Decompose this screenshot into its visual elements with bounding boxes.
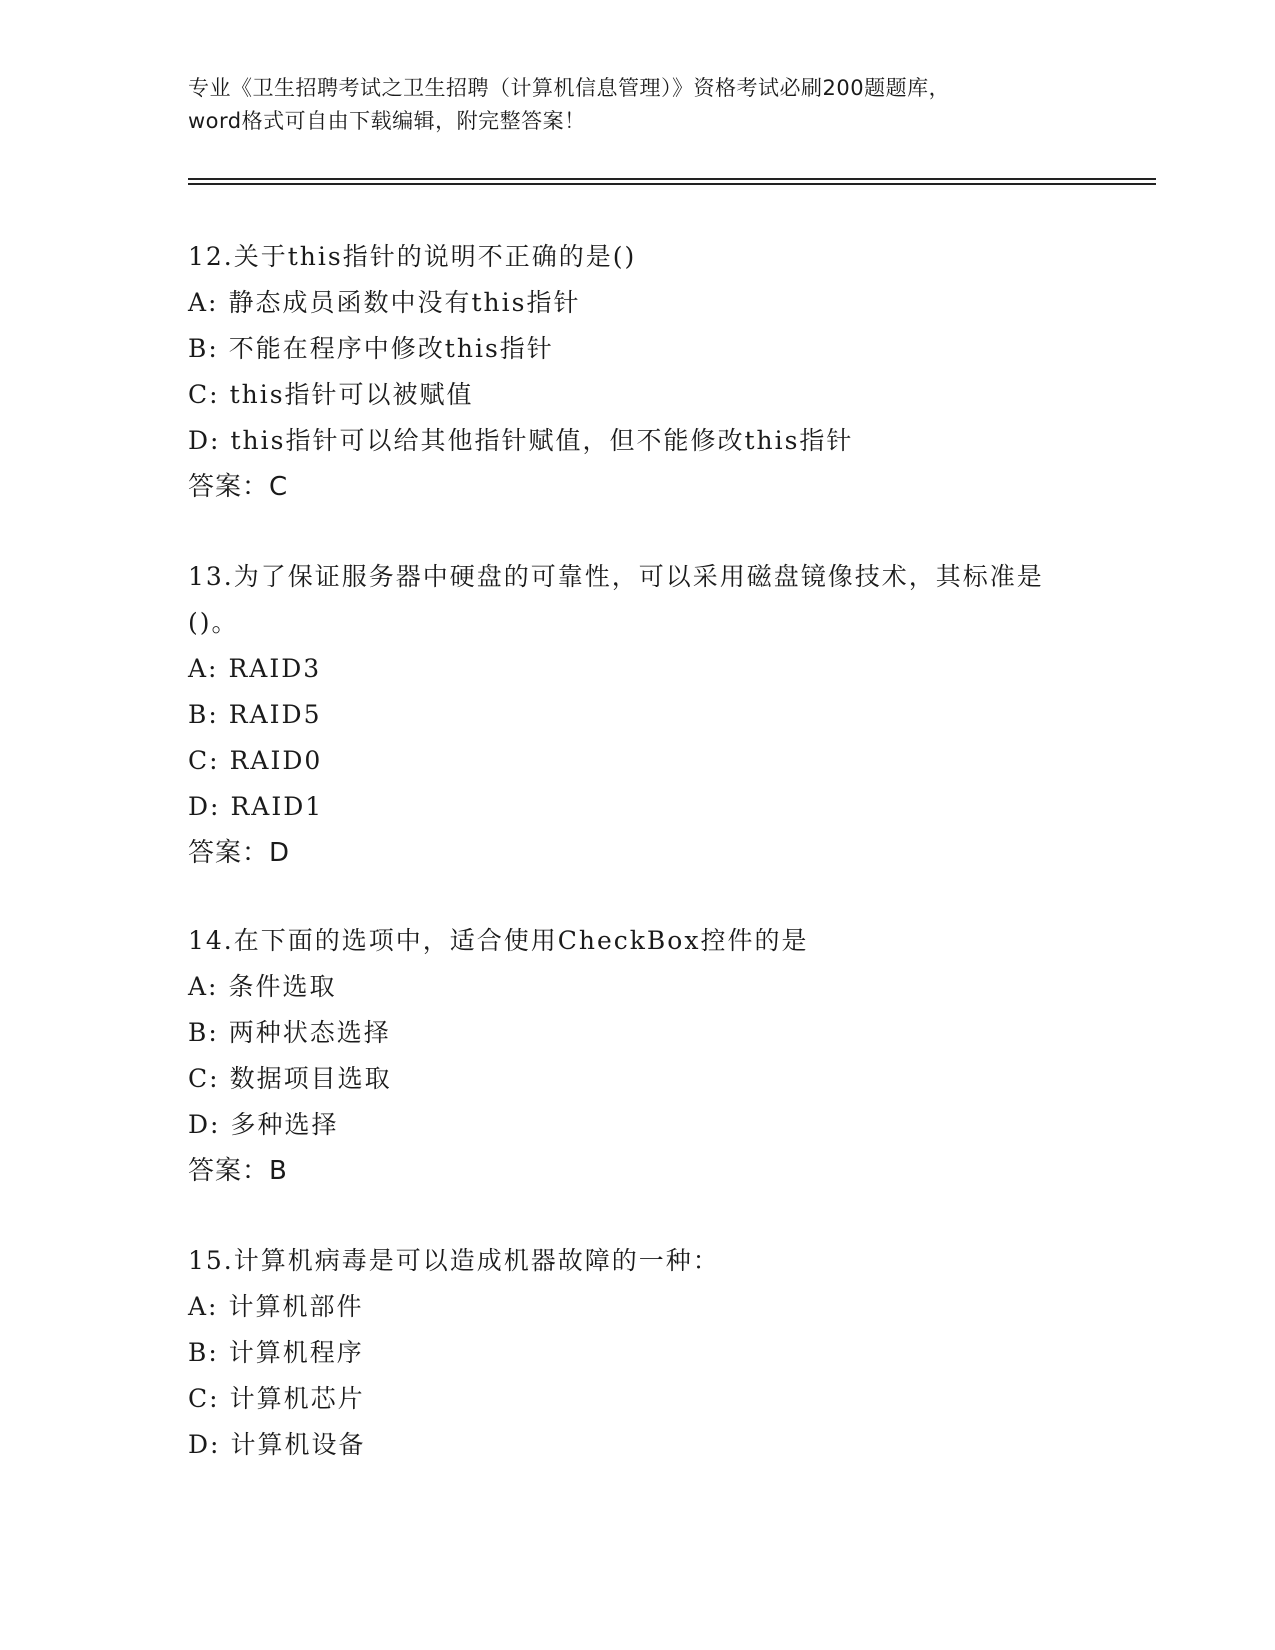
option-b [188, 1330, 1088, 1376]
option-text: 多种选择 [230, 1110, 339, 1139]
answer-line: 答案：C [188, 472, 289, 502]
option-b [188, 326, 1088, 372]
option-text: RAID0 [229, 746, 323, 775]
option-key: D: [188, 1430, 221, 1459]
option-key: D: [188, 792, 221, 821]
option-key: A: [188, 1292, 219, 1321]
option-b [188, 1010, 1088, 1056]
question-15 [188, 1238, 1088, 1468]
option-text: 数据项目选取 [229, 1064, 392, 1093]
question-title: 12.关于this指针的说明不正确的是() [188, 242, 637, 271]
option-text: 两种状态选择 [228, 1018, 391, 1047]
option-d [188, 1102, 1088, 1148]
option-a [188, 964, 1088, 1010]
option-c [188, 1376, 1088, 1422]
question-12 [188, 234, 1088, 510]
option-key: C: [188, 1064, 220, 1093]
header-rule-bottom [188, 183, 1156, 185]
header-line-1: 专业《卫生招聘考试之卫生招聘（计算机信息管理）》资格考试必刷200题题库， [188, 76, 951, 100]
option-text: this指针可以被赋值 [229, 380, 474, 409]
option-d [188, 418, 1088, 464]
option-text: 条件选取 [228, 972, 337, 1001]
option-d [188, 784, 1088, 830]
option-key: D: [188, 426, 221, 455]
option-text: RAID1 [230, 792, 324, 821]
option-key: A: [188, 972, 219, 1001]
option-d [188, 1422, 1088, 1468]
option-key: B: [188, 334, 219, 363]
option-a [188, 280, 1088, 326]
header-rule-top [188, 178, 1156, 180]
option-key: B: [188, 700, 219, 729]
option-c [188, 738, 1088, 784]
option-a [188, 646, 1088, 692]
question-13 [188, 554, 1088, 876]
option-a [188, 1284, 1088, 1330]
question-title: 15.计算机病毒是可以造成机器故障的一种： [188, 1246, 720, 1275]
question-14 [188, 918, 1088, 1194]
option-key: C: [188, 1384, 220, 1413]
option-text: 不能在程序中修改this指针 [228, 334, 554, 363]
option-text: RAID5 [228, 700, 322, 729]
option-key: B: [188, 1338, 219, 1367]
option-key: A: [188, 288, 219, 317]
answer-line: 答案：D [188, 838, 291, 868]
option-text: 计算机芯片 [229, 1384, 365, 1413]
option-key: D: [188, 1110, 221, 1139]
document-header [188, 72, 1088, 138]
answer-line: 答案：B [188, 1156, 288, 1186]
option-key: C: [188, 746, 220, 775]
option-b [188, 692, 1088, 738]
option-key: C: [188, 380, 220, 409]
option-c [188, 1056, 1088, 1102]
question-title: 13.为了保证服务器中硬盘的可靠性，可以采用磁盘镜像技术，其标准是()。 [188, 562, 1044, 637]
option-text: 计算机部件 [228, 1292, 364, 1321]
question-title: 14.在下面的选项中，适合使用CheckBox控件的是 [188, 926, 809, 955]
option-text: RAID3 [228, 654, 322, 683]
option-key: A: [188, 654, 219, 683]
option-text: 计算机设备 [230, 1430, 366, 1459]
option-key: B: [188, 1018, 219, 1047]
option-text: this指针可以给其他指针赋值，但不能修改this指针 [230, 426, 854, 455]
header-line-2: word格式可自由下载编辑，附完整答案！ [188, 109, 586, 133]
option-c [188, 372, 1088, 418]
option-text: 静态成员函数中没有this指针 [228, 288, 581, 317]
option-text: 计算机程序 [228, 1338, 364, 1367]
